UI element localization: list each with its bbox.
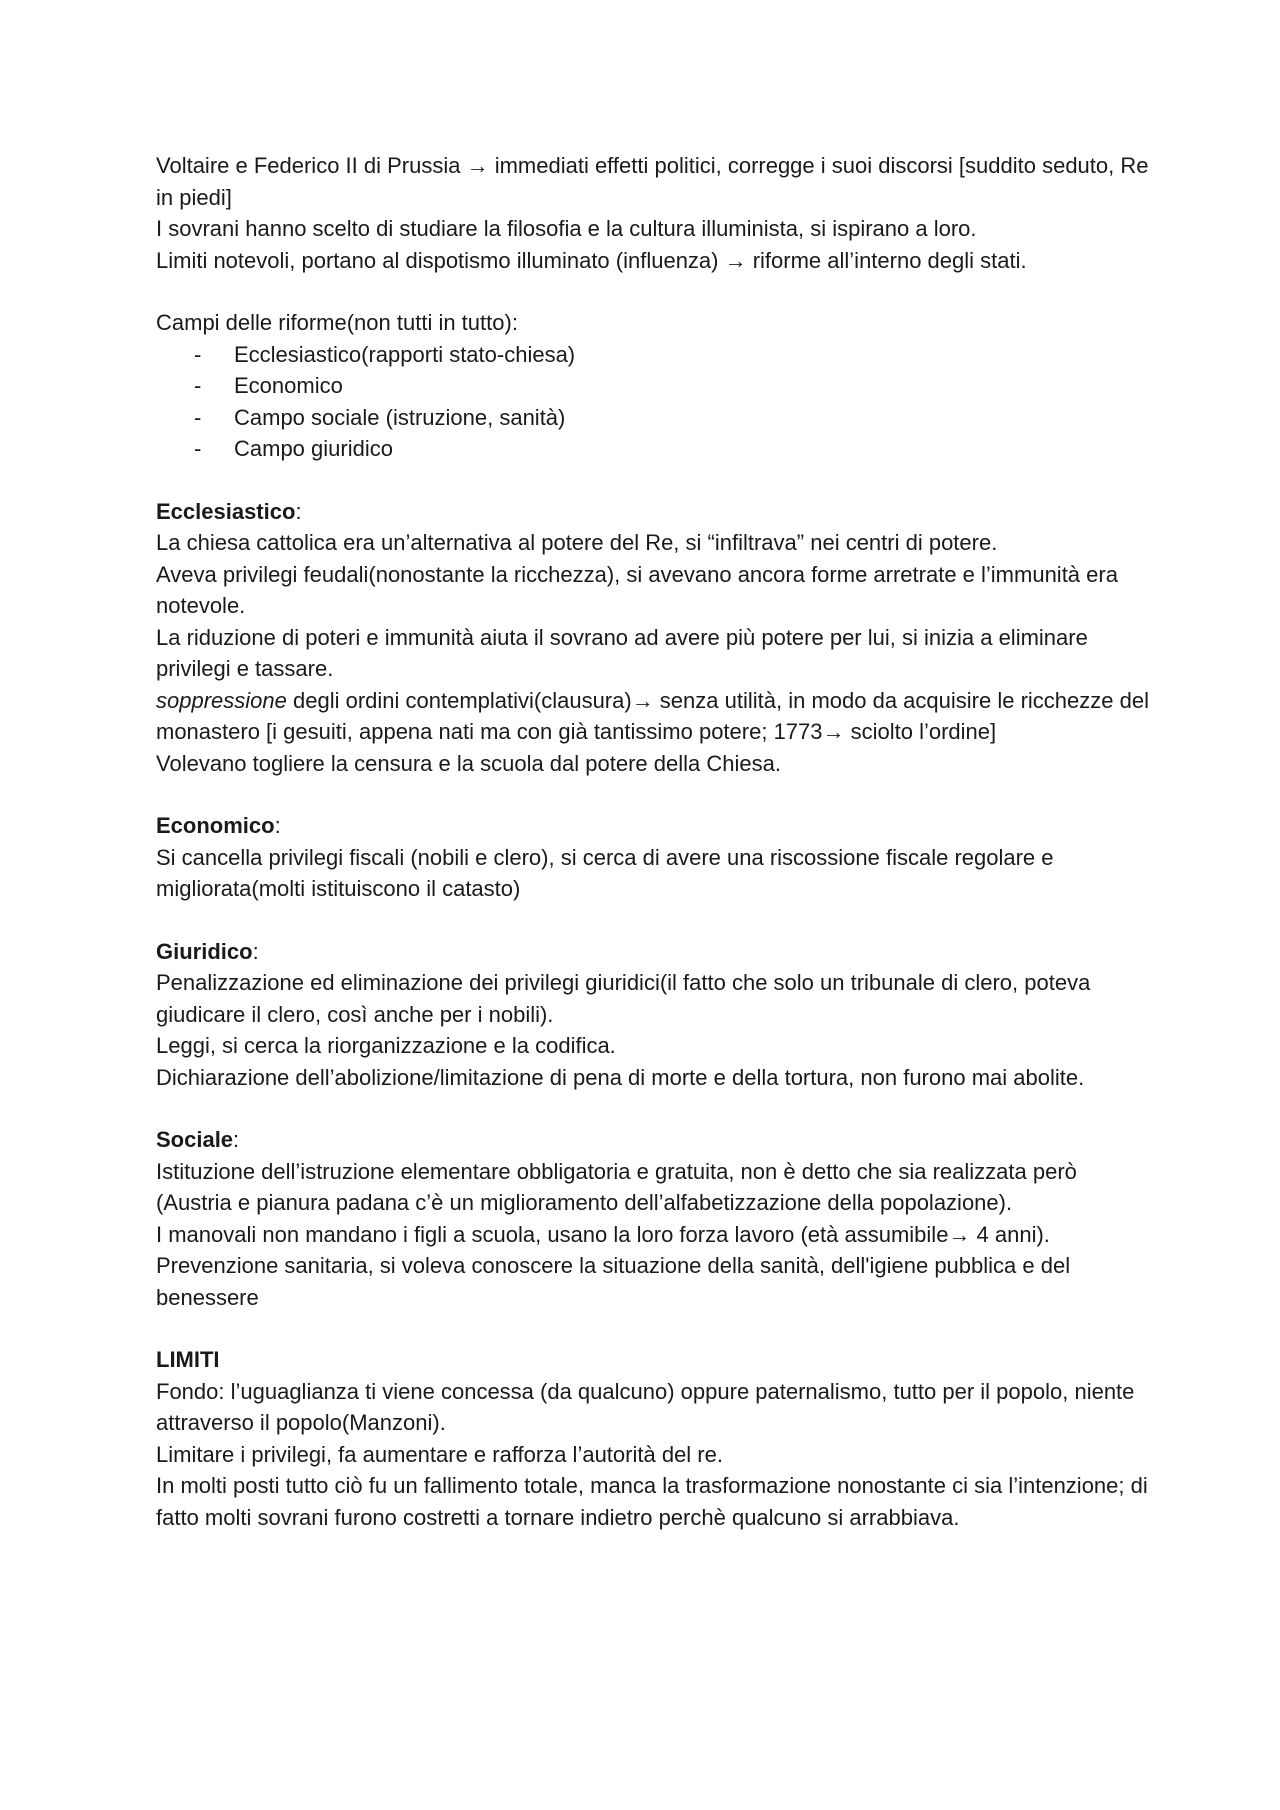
heading-colon: : [252, 938, 259, 964]
economico-paragraph-1: Si cancella privilegi fiscali (nobili e clero), si cerca di avere una riscossione fiscale regolare e migliorata(molti istituiscono il catasto) [156, 844, 1054, 901]
heading-colon: : [233, 1127, 240, 1152]
limiti-heading: LIMITI [156, 1347, 220, 1372]
ecclesiastico-paragraph-3: La riduzione di poteri e immunità aiuta il sovrano ad avere più potere per lui, si inizia a eliminare privilegi e tassare. [156, 624, 1088, 681]
sociale-paragraph-1: Istituzione dell’istruzione elementare obbligatoria e gratuita, non è detto che sia realizzata però (Austria e pianura padana c’è un miglioramento dell’alfabetizzazione della popolazione). [156, 1158, 1077, 1215]
sociale-paragraph-2: I manovali non mandano i figli a scuola, usano la loro forza lavoro (età assumibile→ 4 anni). [156, 1221, 1050, 1247]
spacer [156, 1093, 1156, 1124]
economico-heading: Economico [156, 813, 275, 838]
economico-heading-line [156, 810, 1156, 842]
spacer [156, 779, 1156, 810]
ecclesiastico-paragraph-5: Volevano togliere la censura e la scuola dal potere della Chiesa. [156, 750, 781, 776]
list-item [156, 370, 1156, 402]
paragraph-text: degli ordini contemplativi(clausura)→ senza utilità, in modo da acquisire le ricchezze del monastero [i gesuiti, appena nati ma con già tantissimo potere; 1773→ sciolto l’ordine] [156, 687, 1149, 744]
sociale-heading-line [156, 1124, 1156, 1156]
italic-term: soppressione [156, 687, 287, 713]
giuridico-paragraph-3: Dichiarazione dell’abolizione/limitazione di pena di morte e della tortura, non furono mai abolite. [156, 1064, 1085, 1090]
list-dash: - [194, 341, 202, 367]
ecclesiastico-heading: Ecclesiastico [156, 498, 296, 524]
sociale-heading: Sociale [156, 1127, 234, 1152]
ecclesiastico-paragraph-4 [156, 685, 1156, 748]
giuridico-heading-line [156, 936, 1156, 968]
ecclesiastico-paragraph-2: Aveva privilegi feudali(nonostante la ricchezza), si avevano ancora forme arretrate e l’immunità era notevole. [156, 561, 1118, 618]
list-item-text: Economico [234, 373, 343, 398]
list-item-text: Campo giuridico [234, 436, 393, 461]
spacer [156, 276, 1156, 307]
list-dash: - [194, 436, 202, 461]
list-item-text: Ecclesiastico(rapporti stato-chiesa) [234, 341, 576, 367]
list-item [156, 339, 1156, 371]
sociale-paragraph-3: Prevenzione sanitaria, si voleva conoscere la situazione della sanità, dell'igiene pubblica e del benessere [156, 1253, 1071, 1310]
intro-paragraph-1: Voltaire e Federico II di Prussia → immediati effetti politici, corregge i suoi discorsi [suddito seduto, Re in piedi] [156, 153, 1149, 210]
giuridico-paragraph-2: Leggi, si cerca la riorganizzazione e la codifica. [156, 1033, 616, 1058]
list-item-text: Campo sociale (istruzione, sanità) [234, 404, 566, 430]
limiti-paragraph-2: Limitare i privilegi, fa aumentare e rafforza l’autorità del re. [156, 1441, 723, 1467]
limiti-paragraph-3: In molti posti tutto ciò fu un fallimento totale, manca la trasformazione nonostante ci sia l’intenzione; di fatto molti sovrani furono costretti a tornare indietro perchè qualcuno si arrabbiava. [156, 1473, 1148, 1530]
campi-title: Campi delle riforme(non tutti in tutto): [156, 310, 518, 335]
spacer [156, 1313, 1156, 1344]
list-dash: - [194, 404, 202, 430]
campi-list [156, 339, 1156, 465]
document-page [156, 150, 1156, 1533]
giuridico-heading: Giuridico [156, 938, 253, 964]
spacer [156, 905, 1156, 936]
ecclesiastico-heading-line [156, 496, 1156, 528]
heading-colon: : [274, 813, 281, 838]
ecclesiastico-paragraph-1: La chiesa cattolica era un’alternativa al potere del Re, si “infiltrava” nei centri di potere. [156, 530, 998, 555]
spacer [156, 465, 1156, 496]
limiti-paragraph-1: Fondo: l’uguaglianza ti viene concessa (da qualcuno) oppure paternalismo, tutto per il popolo, niente attraverso il popolo(Manzoni). [156, 1378, 1135, 1435]
list-item [156, 402, 1156, 434]
heading-colon: : [295, 498, 302, 524]
list-item [156, 433, 1156, 465]
giuridico-paragraph-1: Penalizzazione ed eliminazione dei privilegi giuridici(il fatto che solo un tribunale di clero, poteva giudicare il clero, così anche per i nobili). [156, 970, 1091, 1027]
list-dash: - [194, 373, 202, 398]
intro-paragraph-3: Limiti notevoli, portano al dispotismo illuminato (influenza) → riforme all’interno degli stati. [156, 247, 1027, 273]
intro-paragraph-2: I sovrani hanno scelto di studiare la filosofia e la cultura illuminista, si ispirano a loro. [156, 216, 977, 241]
